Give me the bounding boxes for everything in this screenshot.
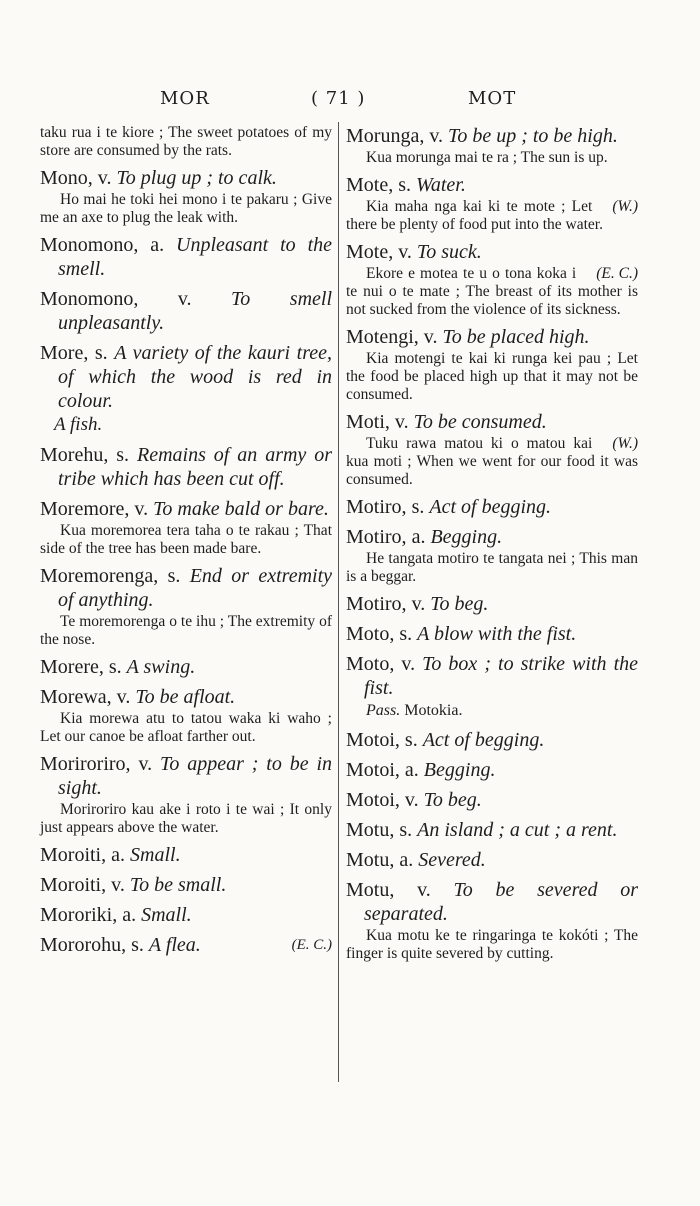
definition: A flea. — [148, 934, 201, 956]
definition: A blow with the fist. — [417, 623, 577, 645]
headword: Motoi, — [346, 789, 400, 811]
part-of-speech: s. — [167, 565, 181, 587]
passive-word: Motokia. — [404, 702, 463, 719]
entry-headline — [40, 752, 332, 800]
definition: An island ; a cut ; a rent. — [417, 819, 618, 841]
entry-moti — [346, 410, 638, 489]
right-column — [346, 124, 638, 969]
headword: Monomono, — [40, 234, 139, 256]
part-of-speech: v. — [398, 241, 412, 263]
entry-morunga — [346, 124, 638, 167]
citation: (E. C.) — [291, 937, 332, 953]
entry-morere — [40, 655, 332, 679]
entry-headline — [346, 325, 638, 349]
entry-moremorenga — [40, 564, 332, 649]
citation: (W.) — [612, 198, 638, 215]
headword: Moto, — [346, 623, 395, 645]
part-of-speech: v. — [394, 411, 409, 433]
entry-mote-v — [346, 240, 638, 319]
page-number: ( 71 ) — [311, 88, 366, 109]
entry-motu-v — [346, 878, 638, 963]
definition: Begging. — [423, 759, 496, 781]
part-of-speech: v. — [417, 879, 431, 901]
entry-headline — [40, 564, 332, 612]
definition: To plug up ; to calk. — [116, 167, 277, 189]
example: Kua morunga mai te ra ; The sun is up. — [366, 149, 608, 166]
entry-headline — [346, 818, 638, 842]
entry-moremore — [40, 497, 332, 558]
entry-moto-v — [346, 652, 638, 722]
entry-headline — [40, 287, 332, 335]
example: Te moremorenga o te ihu ; The extremity of the nose. — [40, 613, 332, 648]
part-of-speech: a. — [150, 234, 165, 256]
headword: Moroiti, — [40, 844, 107, 866]
headword: Motiro, — [346, 593, 407, 615]
entry-headline — [40, 685, 332, 709]
entry-motu-a — [346, 848, 638, 872]
definition: To suck. — [416, 241, 482, 263]
entry-motoi-s — [346, 728, 638, 752]
entry-mote-s — [346, 173, 638, 234]
left-column — [40, 124, 332, 963]
entry-motoi-v — [346, 788, 638, 812]
example: Kia motengi te kai ki runga kei pau ; Let the food be placed high up that it may not be consumed. — [346, 350, 638, 403]
entry-motiro-v — [346, 592, 638, 616]
part-of-speech: v. — [97, 167, 112, 189]
entry-more — [40, 341, 332, 437]
definition: Water. — [416, 174, 466, 196]
headword: Morewa, — [40, 686, 112, 708]
definition: To beg. — [423, 789, 482, 811]
example — [346, 198, 638, 234]
definition: Act of begging. — [429, 496, 551, 518]
part-of-speech: a. — [404, 759, 419, 781]
part-of-speech: v. — [411, 593, 426, 615]
passive-form — [346, 700, 638, 722]
definition: Small. — [141, 904, 192, 926]
entry-headline — [40, 443, 332, 491]
example: Kia morewa atu to tatou waka ki waho ; Let our canoe be afloat farther out. — [40, 710, 332, 745]
headword: Mote, — [346, 174, 394, 196]
part-of-speech: v. — [401, 653, 416, 675]
part-of-speech: s. — [94, 342, 108, 364]
entry-headline — [346, 878, 638, 926]
part-of-speech: s. — [411, 496, 425, 518]
example-text: Kia maha nga kai ki te mote ; Let there be plenty of food put into the water. — [346, 198, 603, 233]
part-of-speech: s. — [398, 174, 412, 196]
part-of-speech: v. — [138, 753, 153, 775]
example — [346, 435, 638, 489]
example: Kua motu ke te ringaringa te kokóti ; The finger is quite severed by cutting. — [346, 927, 638, 962]
example — [346, 265, 638, 319]
citation: (E. C.) — [596, 265, 638, 282]
entry-motoi-a — [346, 758, 638, 782]
headword: Morere, — [40, 656, 104, 678]
part-of-speech: a. — [122, 904, 137, 926]
definition: To be severed or separated. — [364, 879, 638, 925]
definition: To appear ; to be in sight. — [58, 753, 333, 799]
sub-sense: A fish. — [54, 414, 103, 435]
example: Ho mai he toki hei mono i te pakaru ; Give me an axe to plug the leak with. — [40, 191, 332, 226]
headword: Morunga, — [346, 125, 425, 147]
entry-motiro-a — [346, 525, 638, 586]
entry-morehu — [40, 443, 332, 491]
entry-headline — [40, 903, 332, 927]
entry-headline — [346, 495, 638, 519]
entry-headline — [40, 341, 332, 413]
headword: Motengi, — [346, 326, 419, 348]
entry-mororiki — [40, 903, 332, 927]
example-text: Ekore e motea te u o tona koka i te nui o te mate ; The breast of its mother is not sucked from the violence of its sickness. — [346, 265, 638, 318]
entry-motiro-s — [346, 495, 638, 519]
part-of-speech: s. — [116, 444, 130, 466]
entry-moriroriro — [40, 752, 332, 837]
definition: A variety of the kauri tree, of which the wood is red in colour. — [58, 342, 332, 412]
headword: Mororiki, — [40, 904, 118, 926]
definition: Remains of an army or tribe which has been cut off. — [58, 444, 333, 490]
headword: Motiro, — [346, 496, 407, 518]
definition: To box ; to strike with the fist. — [364, 653, 638, 699]
part-of-speech: s. — [399, 819, 413, 841]
part-of-speech: v. — [404, 789, 419, 811]
part-of-speech: s. — [108, 656, 122, 678]
definition: To smell unpleasantly. — [58, 288, 332, 334]
headword: Motoi, — [346, 759, 400, 781]
headword: Motoi, — [346, 729, 400, 751]
column-divider — [338, 122, 339, 1082]
entry-headline — [346, 240, 638, 264]
entry-moroiti-v — [40, 873, 332, 897]
part-of-speech: v. — [134, 498, 149, 520]
entry-headline — [40, 233, 332, 281]
definition: To be placed high. — [442, 326, 590, 348]
definition: To be consumed. — [413, 411, 547, 433]
part-of-speech: v. — [429, 125, 444, 147]
entry-headline — [40, 843, 332, 867]
headword: Mote, — [346, 241, 394, 263]
entry-monomono-v — [40, 287, 332, 335]
definition: Act of begging. — [422, 729, 545, 751]
headword: Motu, — [346, 819, 395, 841]
definition: To be up ; to be high. — [448, 125, 618, 147]
definition: A swing. — [126, 656, 196, 678]
definition: To make bald or bare. — [153, 498, 329, 520]
headword: Moroiti, — [40, 874, 107, 896]
definition: To be small. — [129, 874, 227, 896]
headword: Mono, — [40, 167, 93, 189]
headword: Mororohu, — [40, 934, 127, 956]
part-of-speech: a. — [399, 849, 414, 871]
definition: Unpleasant to the smell. — [58, 234, 332, 280]
headword: Moremorenga, — [40, 565, 159, 587]
part-of-speech: v. — [177, 288, 192, 310]
headword: Motu, — [346, 849, 395, 871]
part-of-speech: a. — [111, 844, 126, 866]
headword: Monomono, — [40, 288, 139, 310]
part-of-speech: s. — [399, 623, 413, 645]
header-right-guideword: MOT — [468, 88, 517, 109]
headword: Moto, — [346, 653, 395, 675]
part-of-speech: v. — [116, 686, 131, 708]
headword: Morehu, — [40, 444, 109, 466]
header-left-guideword: MOR — [160, 88, 210, 109]
part-of-speech: a. — [411, 526, 426, 548]
entry-monomono-a — [40, 233, 332, 281]
headword: More, — [40, 342, 89, 364]
entry-headline — [40, 933, 332, 957]
entry-headline — [40, 655, 332, 679]
headword: Motu, — [346, 879, 395, 901]
part-of-speech: v. — [423, 326, 438, 348]
entry-headline — [40, 166, 332, 190]
headword: Motiro, — [346, 526, 407, 548]
headword: Moremore, — [40, 498, 130, 520]
entry-headline — [346, 173, 638, 197]
entry-motengi — [346, 325, 638, 404]
example: Moriroriro kau ake i roto i te wai ; It only just appears above the water. — [40, 801, 332, 836]
definition: Small. — [130, 844, 181, 866]
entry-headline — [346, 728, 638, 752]
entry-headline — [346, 788, 638, 812]
definition: Begging. — [430, 526, 503, 548]
definition: End or extremity of anything. — [58, 565, 332, 611]
entry-headline — [346, 622, 638, 646]
example-text: Tuku rawa matou ki o matou kai kua moti ; When we went for our food it was consumed. — [346, 435, 638, 488]
example: Kua moremorea tera taha o te rakau ; That side of the tree has been made bare. — [40, 522, 332, 557]
entry-motu-s — [346, 818, 638, 842]
definition: Severed. — [418, 849, 486, 871]
headword: Moti, — [346, 411, 390, 433]
entry-mono — [40, 166, 332, 227]
entry-headline — [40, 873, 332, 897]
definition: To be afloat. — [135, 686, 236, 708]
entry-headline — [40, 497, 332, 521]
entry-headline — [346, 758, 638, 782]
entry-moroiti-a — [40, 843, 332, 867]
part-of-speech: v. — [111, 874, 125, 896]
entry-headline — [346, 410, 638, 434]
entry-mororohu — [40, 933, 332, 957]
entry-headline — [346, 652, 638, 700]
entry-headline — [346, 848, 638, 872]
entry-moto-s — [346, 622, 638, 646]
part-of-speech: s. — [404, 729, 418, 751]
entry-headline — [346, 592, 638, 616]
part-of-speech: s. — [131, 934, 144, 956]
continued-text: taku rua i te kiore ; The sweet potatoes of my store are consumed by the rats. — [40, 124, 332, 159]
entry-headline — [346, 525, 638, 549]
citation: (W.) — [612, 435, 638, 452]
headword: Moriroriro, — [40, 753, 131, 775]
definition: To beg. — [430, 593, 489, 615]
entry-morewa — [40, 685, 332, 746]
passive-label: Pass. — [366, 702, 401, 719]
example: He tangata motiro te tangata nei ; This man is a beggar. — [346, 550, 638, 585]
entry-headline — [346, 124, 638, 148]
